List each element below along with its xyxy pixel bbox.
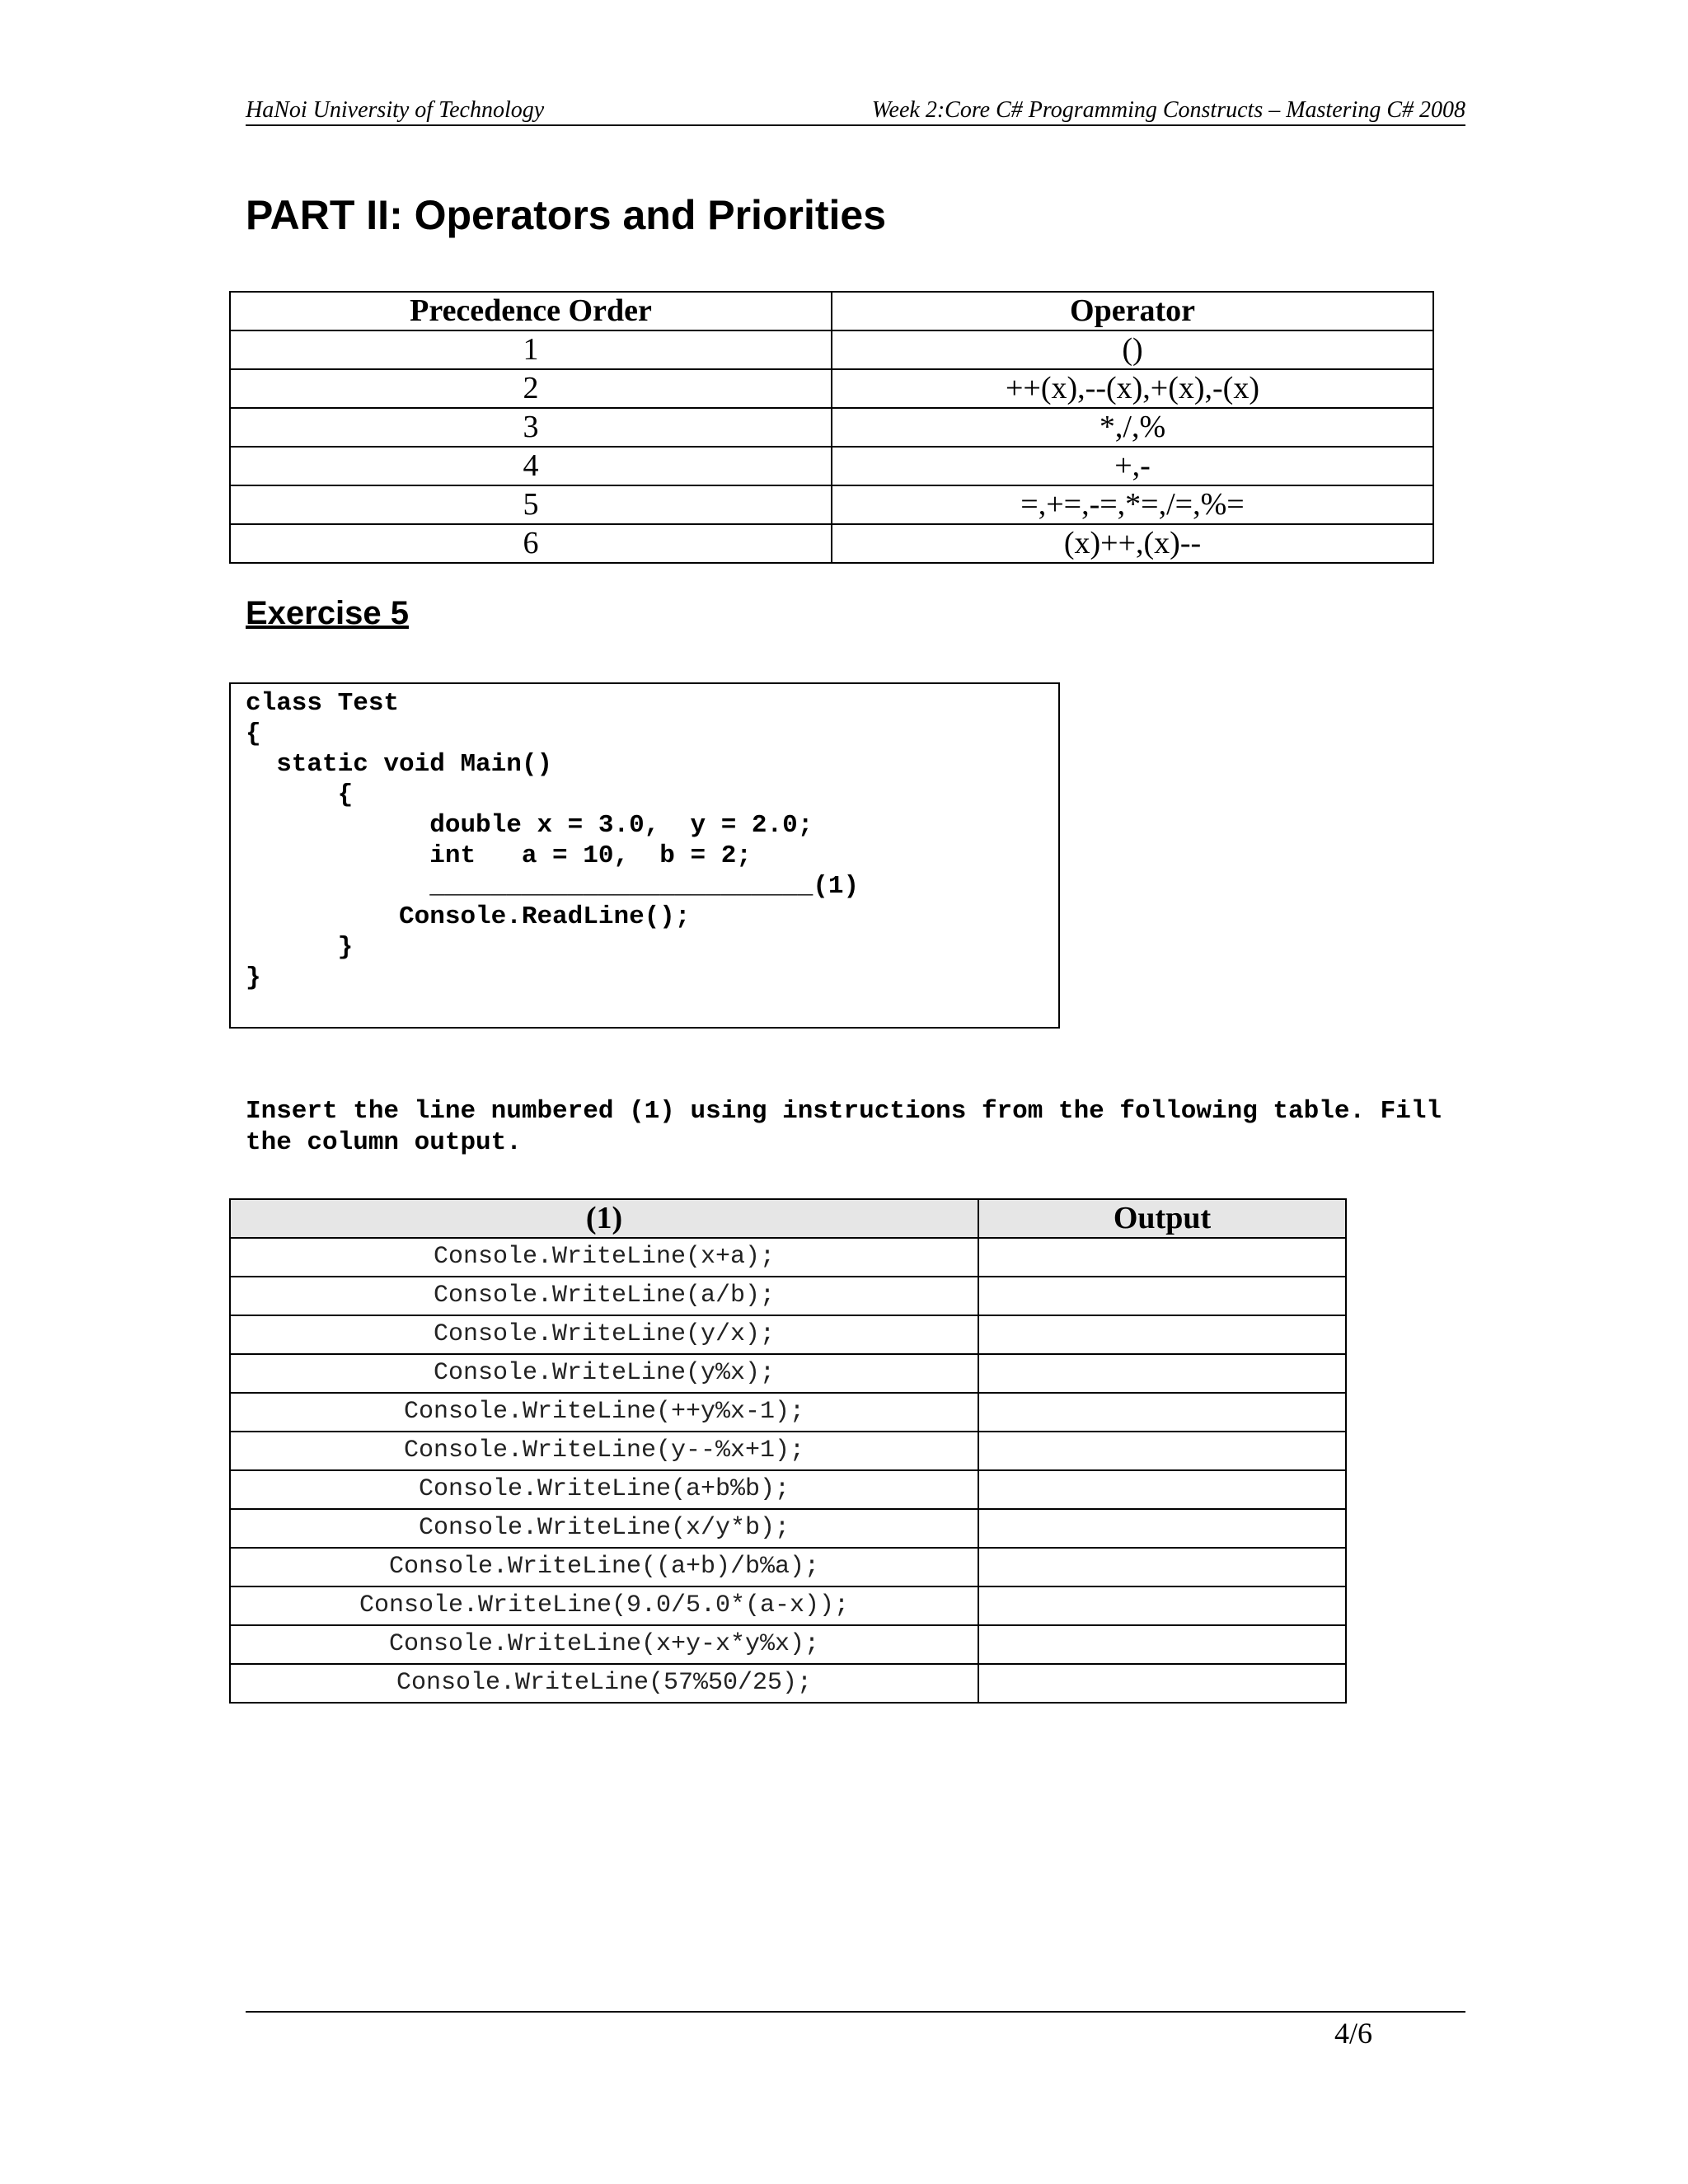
header-rule (246, 124, 1465, 126)
operator-cell: =,+=,-=,*=,/=,%= (832, 485, 1433, 524)
table-row (230, 330, 1433, 369)
code-line: } (246, 933, 354, 962)
code-line-blank: _________________________(1) (246, 872, 860, 901)
table-row (230, 524, 1433, 563)
table-row (230, 1238, 1346, 1277)
code-block (229, 682, 1060, 1029)
table-row (230, 369, 1433, 408)
table-row (230, 1277, 1346, 1315)
table-header-row (230, 292, 1433, 330)
statement-cell: Console.WriteLine(y%x); (230, 1354, 978, 1393)
operator-cell: ++(x),--(x),+(x),-(x) (832, 369, 1433, 408)
table-row (230, 1470, 1346, 1509)
footer-rule (246, 2011, 1465, 2013)
page-number: 4/6 (1334, 2017, 1372, 2050)
operator-cell: +,- (832, 447, 1433, 485)
column-header-output: Output (978, 1199, 1346, 1238)
table-row (230, 1548, 1346, 1586)
output-cell[interactable] (978, 1664, 1346, 1703)
code-line: Console.ReadLine(); (246, 902, 691, 931)
table-row (230, 1354, 1346, 1393)
code-line: } (246, 963, 261, 992)
table-row (230, 1625, 1346, 1664)
statement-cell: Console.WriteLine(x+a); (230, 1238, 978, 1277)
table-row (230, 1432, 1346, 1470)
table-row (230, 408, 1433, 447)
statement-cell: Console.WriteLine(a/b); (230, 1277, 978, 1315)
output-cell[interactable] (978, 1586, 1346, 1625)
table-row (230, 1315, 1346, 1354)
output-cell[interactable] (978, 1238, 1346, 1277)
column-header-precedence: Precedence Order (230, 292, 832, 330)
output-cell[interactable] (978, 1393, 1346, 1432)
precedence-table (229, 291, 1434, 564)
output-cell[interactable] (978, 1432, 1346, 1470)
output-cell[interactable] (978, 1277, 1346, 1315)
precedence-cell: 1 (230, 330, 832, 369)
statement-cell: Console.WriteLine(x+y-x*y%x); (230, 1625, 978, 1664)
precedence-cell: 6 (230, 524, 832, 563)
output-cell[interactable] (978, 1548, 1346, 1586)
operator-cell: *,/,% (832, 408, 1433, 447)
code-line: { (246, 719, 261, 748)
table-header-row (230, 1199, 1346, 1238)
operator-cell: () (832, 330, 1433, 369)
table-row (230, 447, 1433, 485)
statement-cell: Console.WriteLine(y--%x+1); (230, 1432, 978, 1470)
precedence-cell: 5 (230, 485, 832, 524)
code-line: static void Main() (246, 750, 553, 779)
precedence-cell: 4 (230, 447, 832, 485)
operator-cell: (x)++,(x)-- (832, 524, 1433, 563)
table-row (230, 1586, 1346, 1625)
header-course: Week 2:Core C# Programming Constructs – Mastering C# 2008 (871, 97, 1465, 123)
statement-cell: Console.WriteLine(9.0/5.0*(a-x)); (230, 1586, 978, 1625)
precedence-cell: 3 (230, 408, 832, 447)
output-cell[interactable] (978, 1625, 1346, 1664)
statement-cell: Console.WriteLine((a+b)/b%a); (230, 1548, 978, 1586)
table-row (230, 485, 1433, 524)
statement-cell: Console.WriteLine(a+b%b); (230, 1470, 978, 1509)
output-cell[interactable] (978, 1470, 1346, 1509)
code-line: int a = 10, b = 2; (246, 841, 752, 870)
precedence-cell: 2 (230, 369, 832, 408)
statement-cell: Console.WriteLine(x/y*b); (230, 1509, 978, 1548)
output-cell[interactable] (978, 1509, 1346, 1548)
part-title: PART II: Operators and Priorities (246, 192, 887, 238)
statement-cell: Console.WriteLine(57%50/25); (230, 1664, 978, 1703)
exercise-table (229, 1198, 1347, 1704)
statement-cell: Console.WriteLine(++y%x-1); (230, 1393, 978, 1432)
output-cell[interactable] (978, 1354, 1346, 1393)
table-row (230, 1664, 1346, 1703)
output-cell[interactable] (978, 1315, 1346, 1354)
table-row (230, 1393, 1346, 1432)
exercise-title: Exercise 5 (246, 595, 409, 631)
statement-cell: Console.WriteLine(y/x); (230, 1315, 978, 1354)
code-line: double x = 3.0, y = 2.0; (246, 811, 814, 840)
column-header-operator: Operator (832, 292, 1433, 330)
column-header-statement: (1) (230, 1199, 978, 1238)
instruction-text: Insert the line numbered (1) using instructions from the following table. Fill the column output. (246, 1097, 1442, 1157)
code-line: class Test (246, 689, 400, 718)
table-row (230, 1509, 1346, 1548)
code-line: { (246, 780, 354, 809)
header-institution: HaNoi University of Technology (246, 97, 545, 123)
